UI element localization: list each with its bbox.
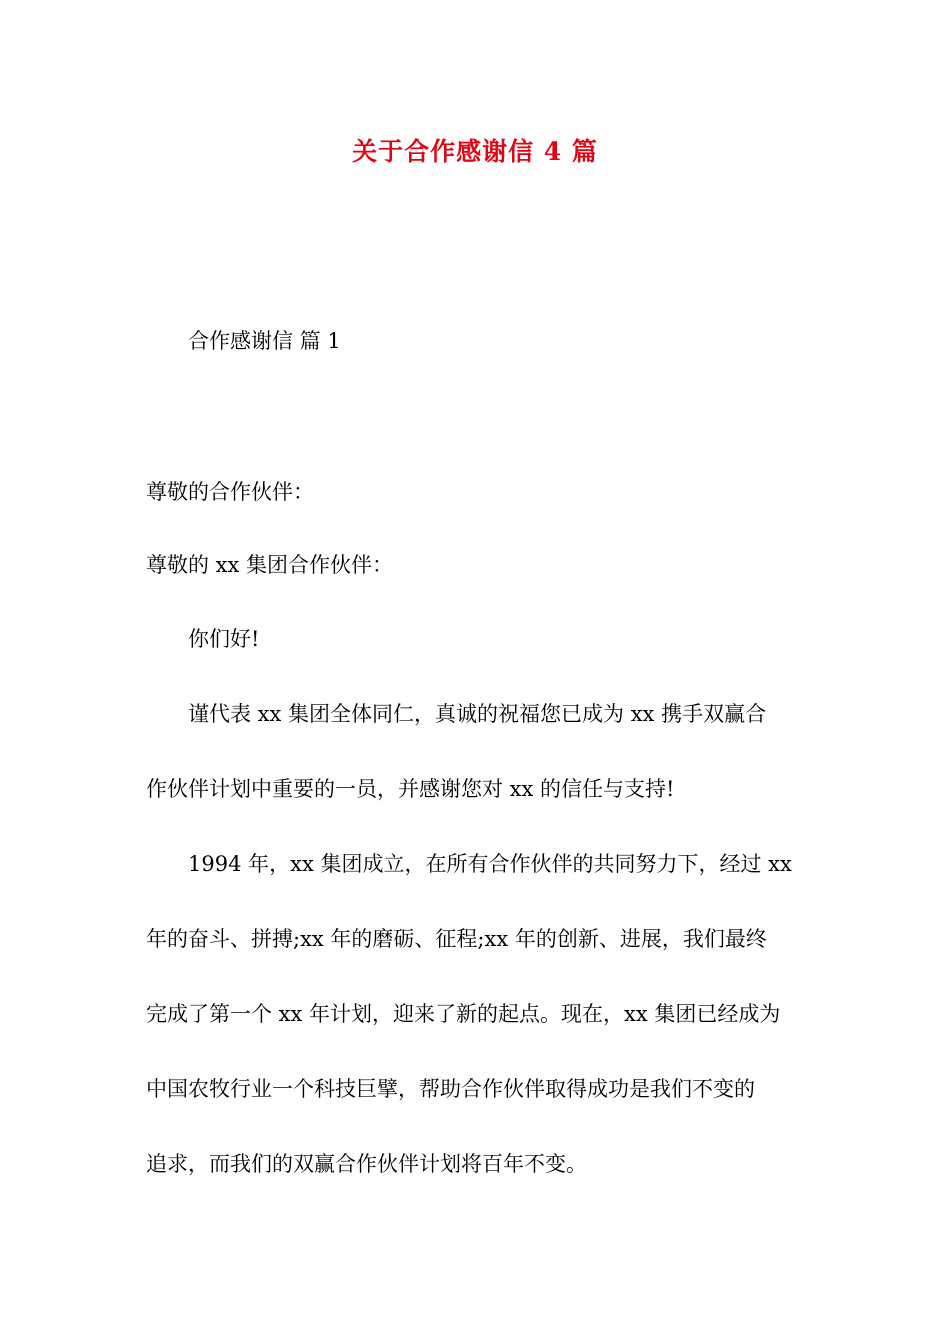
section-heading: 合作感谢信 篇 1 [188,329,341,353]
greeting-line: 你们好! [188,627,260,651]
body-line: 1994 年，xx 集团成立，在所有合作伙伴的共同努力下，经过 xx [188,852,792,876]
body-line: 中国农牧行业一个科技巨擘，帮助合作伙伴取得成功是我们不变的 [146,1077,755,1101]
salutation-line: 尊敬的 xx 集团合作伙伴： [146,553,394,577]
document-title: 关于合作感谢信 4 篇 [352,137,598,166]
salutation-line: 尊敬的合作伙伴： [146,480,314,504]
body-line: 追求，而我们的双赢合作伙伴计划将百年不变。 [146,1152,587,1176]
body-line: 年的奋斗、拼搏;xx 年的磨砺、征程;xx 年的创新、进展，我们最终 [146,927,767,951]
body-line: 完成了第一个 xx 年计划，迎来了新的起点。现在，xx 集团已经成为 [146,1002,781,1026]
body-line: 谨代表 xx 集团全体同仁，真诚的祝福您已成为 xx 携手双赢合 [188,702,767,726]
body-line: 作伙伴计划中重要的一员，并感谢您对 xx 的信任与支持! [146,777,675,801]
